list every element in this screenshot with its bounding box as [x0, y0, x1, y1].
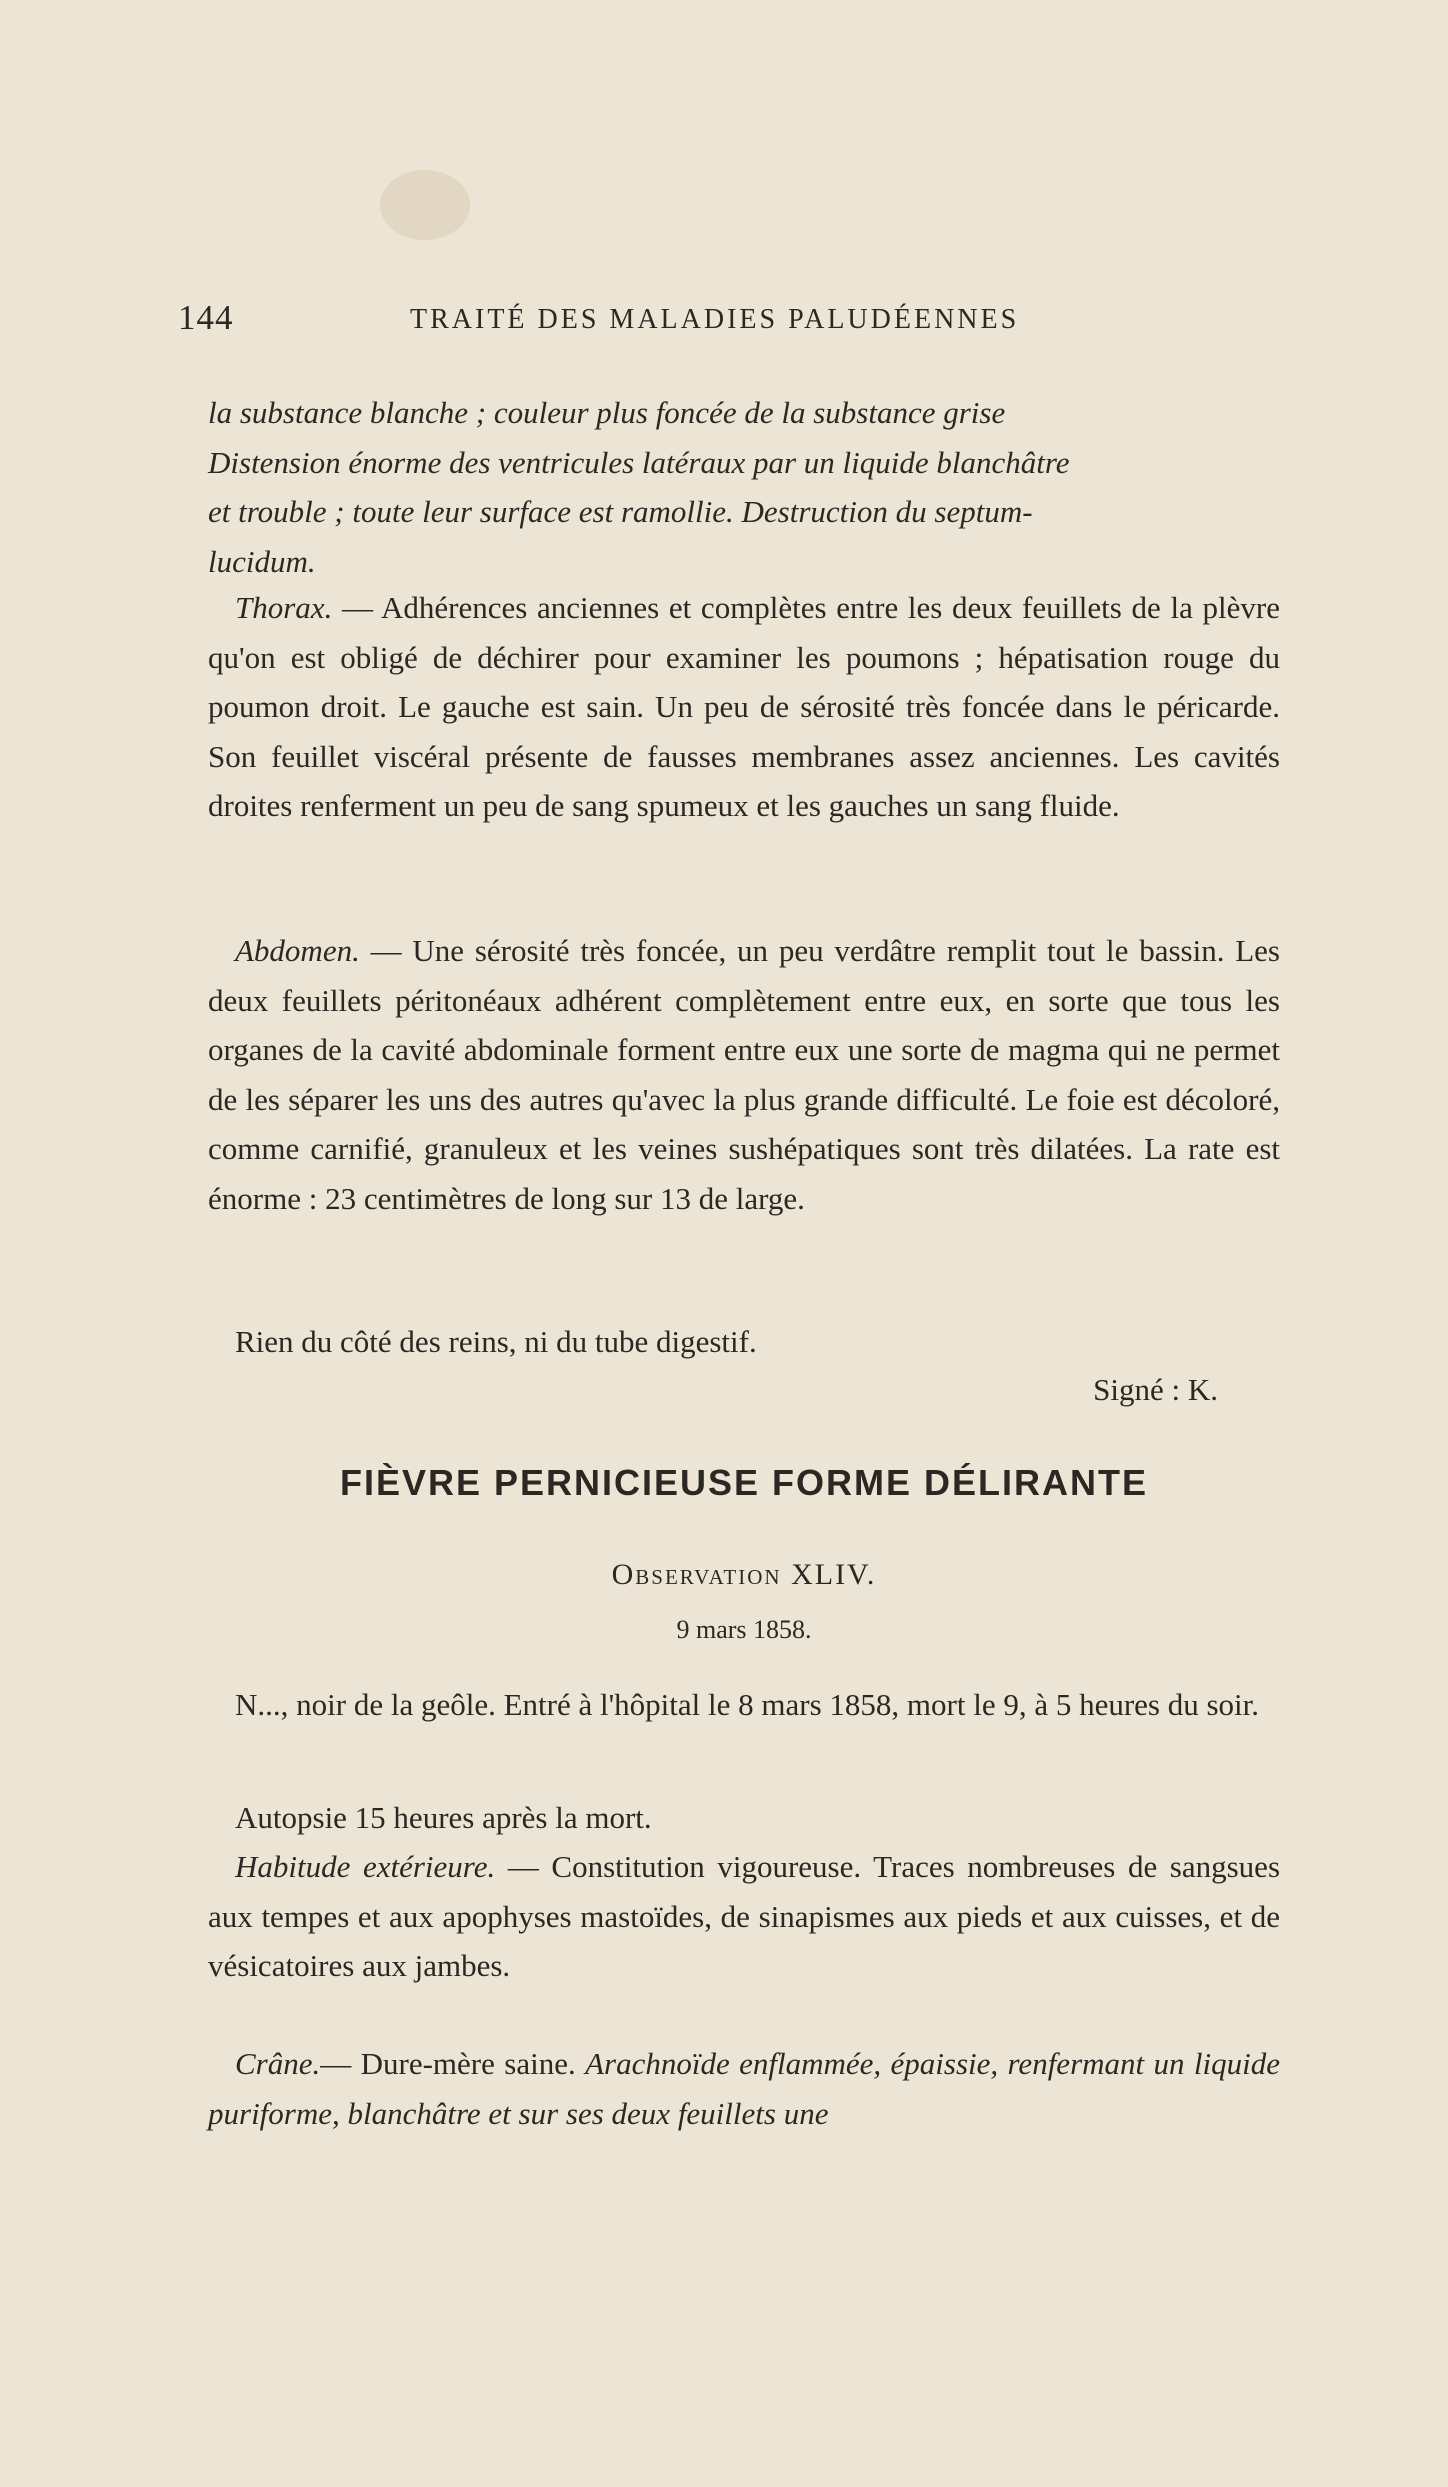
intro-text: N..., noir de la geôle. Entré à l'hôpital le 8 mars 1858, mort le 9, à 5 heures du soir.: [235, 1687, 1260, 1722]
thorax-text: — Adhérences anciennes et complètes entre les deux feuillets de la plèvre qu'on est obligé de déchirer pour examiner les poumons ; hépatisation rouge du poumon droit. Le gauche est sain. Un peu de sérosité très foncée dans le péricarde. Son feuillet viscéral présente de fausses membranes assez anciennes. Les cavités droites renferment un peu de sang spumeux et les gauches un sang fluide.: [208, 590, 1280, 824]
abdomen-label: Abdomen.: [235, 933, 360, 968]
crane-text: — Dure-mère saine.: [320, 2046, 586, 2081]
text-line: et trouble ; toute leur surface est ramollie. Destruction du septum-: [208, 494, 1033, 530]
signature: Signé : K.: [1093, 1372, 1218, 1407]
text-line: Distension énorme des ventricules latéraux par un liquide blanchâtre: [208, 444, 1070, 480]
thorax-label: Thorax.: [235, 590, 333, 625]
paragraph-habitude: [208, 1842, 1280, 1991]
paragraph-intro: [208, 1680, 1280, 1730]
paragraph-reins: [208, 1317, 1280, 1367]
paragraph-autopsie: [208, 1793, 1280, 1843]
text-line: lucidum.: [208, 543, 316, 579]
paragraph-thorax: [208, 583, 1280, 831]
text-line: la substance blanche ; couleur plus foncée de la substance grise: [208, 395, 1006, 430]
page-number: 144: [178, 298, 234, 337]
crane-label: Crâne.: [235, 2046, 321, 2081]
paragraph-crane: [208, 2039, 1280, 2138]
habitude-label: Habitude extérieure.: [235, 1849, 496, 1884]
abdomen-text: — Une sérosité très foncée, un peu verdâtre remplit tout le bassin. Les deux feuillets péritonéaux adhérent complètement entre eux, en sorte que tous les organes de la cavité abdominale forment entre eux une sorte de magma qui ne permet de les séparer les uns des autres qu'avec la plus grande difficulté. Le foie est décoloré, comme carnifié, granuleux et les veines sushépatiques sont très dilatées. La rate est énorme : 23 centimètres de long sur 13 de large.: [208, 933, 1280, 1216]
habitude-text: — Constitution vigoureuse. Traces nombreuses de sangsues aux tempes et aux apophyses mastoïdes, de sinapismes aux pieds et aux cuisses, et de vésicatoires aux jambes.: [208, 1849, 1281, 1984]
observation-date: 9 mars 1858.: [676, 1615, 812, 1644]
paragraph-brain-continuation: [208, 388, 1280, 586]
observation-title: Observation XLIV.: [611, 1558, 877, 1591]
section-title: FIÈVRE PERNICIEUSE FORME DÉLIRANTE: [339, 1462, 1149, 1503]
crane-italic-text: Arachnoïde enflammée, épaissie, renfermant un liquide puriforme, blanchâtre et sur ses deux feuillets une: [208, 2046, 1280, 2131]
running-title: TRAITÉ DES MALADIES PALUDÉENNES: [410, 304, 1020, 335]
paragraph-abdomen: [208, 926, 1280, 1224]
autopsie-text: Autopsie 15 heures après la mort.: [235, 1800, 652, 1835]
reins-text: Rien du côté des reins, ni du tube digestif.: [235, 1324, 757, 1359]
running-header: [178, 298, 1290, 348]
paper-stain: [380, 170, 470, 240]
